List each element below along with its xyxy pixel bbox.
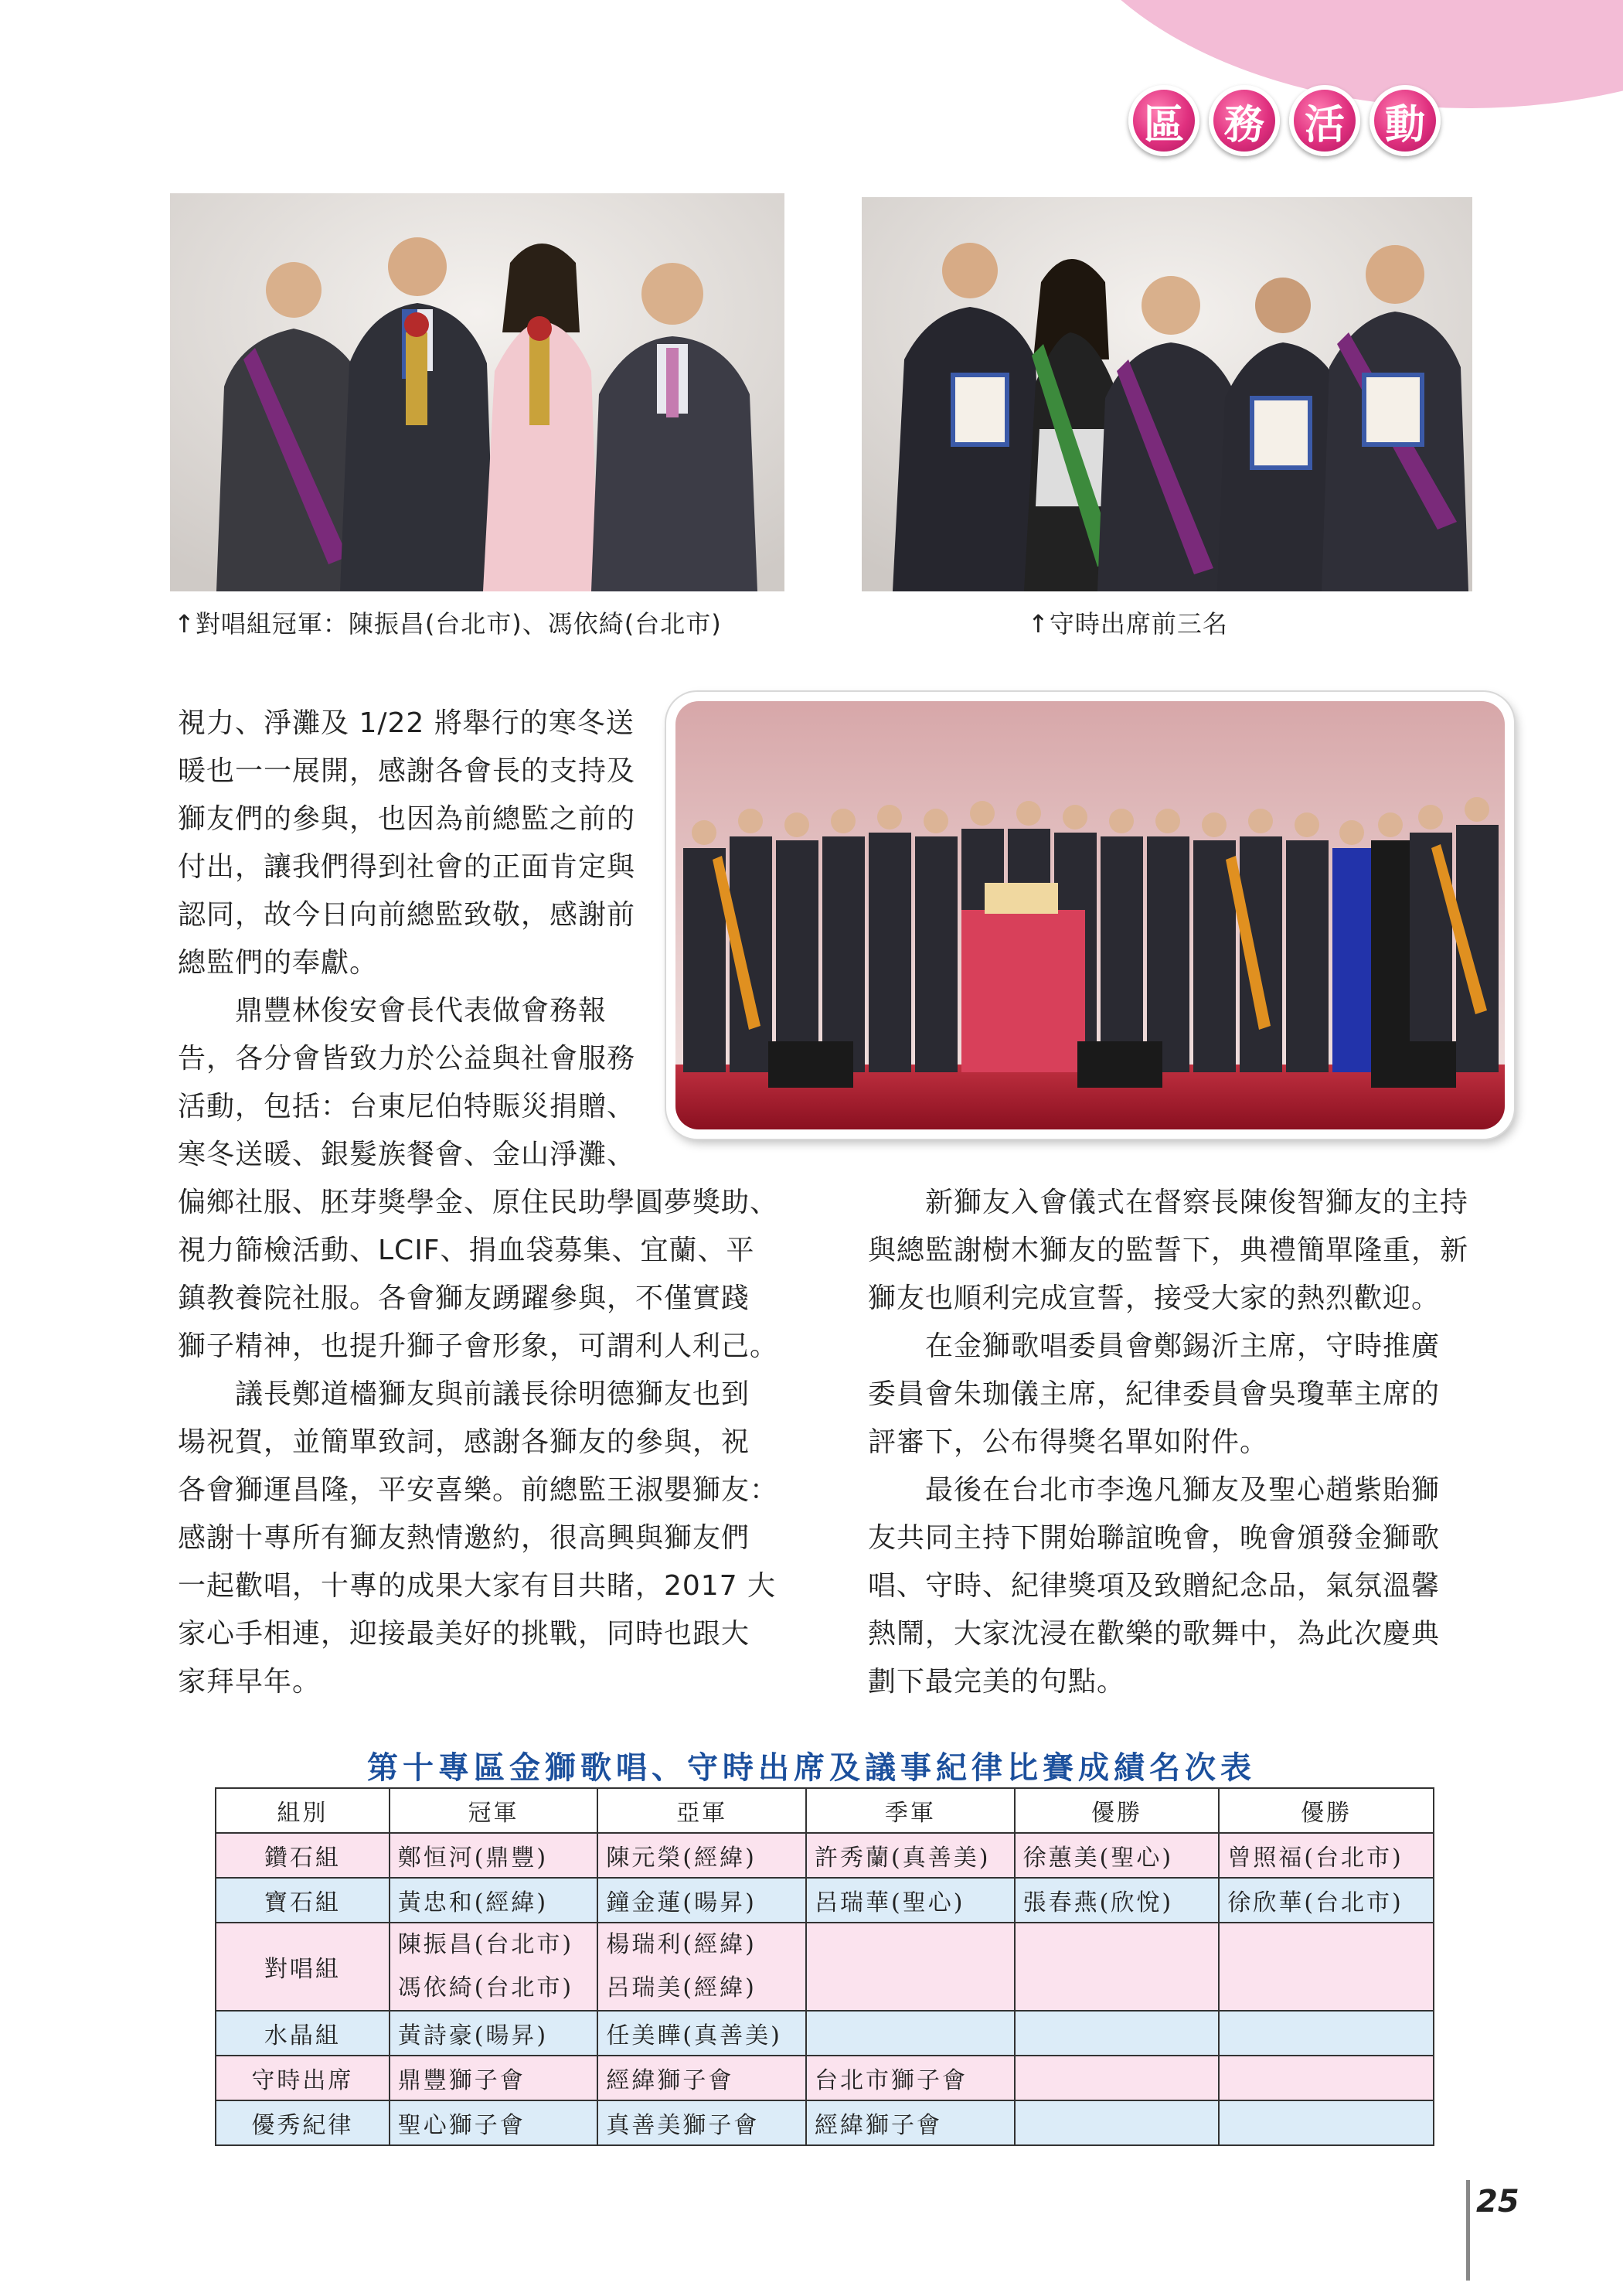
table-row bbox=[216, 1878, 1434, 1923]
results-table bbox=[215, 1787, 1434, 2146]
table-header-cell: 優勝 bbox=[1219, 1788, 1434, 1833]
text-line: 委員會朱珈儀主席，紀律委員會吳瓊華主席的 bbox=[868, 1378, 1441, 1410]
table-cell: 鐘金蓮(暘昇) bbox=[597, 1878, 806, 1923]
text-line: 寒冬送暖、銀髮族餐會、金山淨灘、 bbox=[178, 1139, 636, 1170]
text-line: 在金獅歌唱委員會鄭錫沂主席，守時推廣 bbox=[868, 1330, 1441, 1362]
table-cell: 陳元榮(經緯) bbox=[597, 1833, 806, 1878]
table-cell: 鄭恒河(鼎豐) bbox=[390, 1833, 598, 1878]
table-cell: 曾照福(台北市) bbox=[1219, 1833, 1434, 1878]
text-line: 議長鄭道檣獅友與前議長徐明德獅友也到 bbox=[178, 1378, 750, 1410]
text-line: 視力篩檢活動、LCIF、捐血袋募集、宜蘭、平 bbox=[178, 1235, 755, 1266]
text-line: 新獅友入會儀式在督察長陳俊智獅友的主持 bbox=[868, 1187, 1469, 1218]
section-title-char: 區 bbox=[1128, 85, 1199, 156]
page-number-divider bbox=[1466, 2180, 1470, 2281]
text-line: 友共同主持下開始聯誼晚會，晚會頒發金獅歌 bbox=[868, 1522, 1441, 1554]
text-line: 場祝賀，並簡單致詞，感謝各獅友的參與，祝 bbox=[178, 1426, 750, 1458]
table-cell-line: 呂瑞美(經緯) bbox=[606, 1974, 757, 2001]
text-line: 劃下最完美的句點。 bbox=[868, 1666, 1126, 1698]
table-cell: 聖心獅子會 bbox=[390, 2100, 598, 2145]
photo1-caption: ↑對唱組冠軍：陳振昌(台北市)、馮依綺(台北市) bbox=[174, 609, 722, 639]
text-line: 獅子精神，也提升獅子會形象，可謂利人利己。 bbox=[178, 1330, 779, 1362]
text-line: 熱鬧，大家沈浸在歡樂的歌舞中，為此次慶典 bbox=[868, 1618, 1441, 1650]
table-cell: 張春燕(欣悅) bbox=[1015, 1878, 1220, 1923]
text-line: 鼎豐林俊安會長代表做會務報 bbox=[178, 995, 607, 1027]
table-cell bbox=[1015, 2011, 1220, 2056]
photo-duet-champions bbox=[170, 193, 784, 591]
table-row bbox=[216, 1833, 1434, 1878]
text-line: 付出，讓我們得到社會的正面肯定與 bbox=[178, 851, 636, 883]
table-row bbox=[216, 1923, 1434, 2011]
text-line: 活動，包括：台東尼伯特賑災捐贈、 bbox=[178, 1091, 636, 1122]
table-cell bbox=[1219, 1923, 1434, 2011]
table-cell bbox=[1015, 1923, 1220, 2011]
table-row bbox=[216, 2011, 1434, 2056]
table-cell: 黃忠和(經緯) bbox=[390, 1878, 598, 1923]
text-line: 告，各分會皆致力於公益與社會服務 bbox=[178, 1043, 636, 1075]
table-header-cell: 組別 bbox=[216, 1788, 390, 1833]
text-line: 鎮教養院社服。各會獅友踴躍參與，不僅實踐 bbox=[178, 1283, 750, 1314]
text-line: 各會獅運昌隆，平安喜樂。前總監王淑嬰獅友： bbox=[178, 1474, 779, 1506]
table-row bbox=[216, 2100, 1434, 2145]
table-cell bbox=[1219, 2100, 1434, 2145]
table-group-cell: 守時出席 bbox=[216, 2056, 390, 2100]
table-cell bbox=[1015, 2100, 1220, 2145]
section-title bbox=[1128, 85, 1441, 156]
text-line: 評審下，公布得獎名單如附件。 bbox=[868, 1426, 1269, 1458]
text-line: 認同，故今日向前總監致敬，感謝前 bbox=[178, 899, 636, 931]
page-number: 25 bbox=[1476, 2184, 1519, 2219]
table-group-cell: 對唱組 bbox=[216, 1923, 390, 2011]
table-cell: 台北市獅子會 bbox=[806, 2056, 1015, 2100]
table-row bbox=[216, 2056, 1434, 2100]
table-cell: 徐蕙美(聖心) bbox=[1015, 1833, 1220, 1878]
results-table-title: 第十專區金獅歌唱、守時出席及議事紀律比賽成績名次表 bbox=[367, 1750, 1256, 1786]
table-cell bbox=[1219, 2056, 1434, 2100]
table-header-row bbox=[216, 1788, 1434, 1833]
table-cell: 許秀蘭(真善美) bbox=[806, 1833, 1015, 1878]
table-cell-line: 楊瑞利(經緯) bbox=[606, 1931, 757, 1958]
text-line: 家心手相連，迎接最美好的挑戰，同時也跟大 bbox=[178, 1618, 750, 1650]
table-header-cell: 優勝 bbox=[1015, 1788, 1220, 1833]
text-line: 與總監謝樹木獅友的監誓下，典禮簡單隆重，新 bbox=[868, 1235, 1469, 1266]
text-line: 獅友們的參與，也因為前總監之前的 bbox=[178, 803, 636, 835]
text-line: 偏鄉社服、胚芽獎學金、原住民助學圓夢獎助、 bbox=[178, 1187, 779, 1218]
table-cell-line: 陳振昌(台北市) bbox=[397, 1931, 574, 1958]
table-group-cell: 鑽石組 bbox=[216, 1833, 390, 1878]
article-left-column bbox=[178, 700, 788, 1706]
table-group-cell: 寶石組 bbox=[216, 1878, 390, 1923]
table-group-cell: 優秀紀律 bbox=[216, 2100, 390, 2145]
photo-punctuality-top-three bbox=[862, 197, 1472, 591]
table-header-cell: 亞軍 bbox=[597, 1788, 806, 1833]
section-title-char: 動 bbox=[1370, 85, 1441, 156]
table-cell: 經緯獅子會 bbox=[806, 2100, 1015, 2145]
table-group-cell: 水晶組 bbox=[216, 2011, 390, 2056]
section-title-char: 活 bbox=[1289, 85, 1360, 156]
table-header-cell: 冠軍 bbox=[390, 1788, 598, 1833]
text-line: 視力、淨灘及 1/22 將舉行的寒冬送 bbox=[178, 707, 635, 739]
text-line: 最後在台北市李逸凡獅友及聖心趙紫貽獅 bbox=[868, 1474, 1441, 1506]
table-cell bbox=[806, 2011, 1015, 2056]
table-cell bbox=[806, 1923, 1015, 2011]
table-cell bbox=[390, 1923, 598, 2011]
table-cell: 黃詩豪(暘昇) bbox=[390, 2011, 598, 2056]
table-cell: 任美瞱(真善美) bbox=[597, 2011, 806, 2056]
text-line: 家拜早年。 bbox=[178, 1666, 322, 1698]
text-line: 暖也一一展開，感謝各會長的支持及 bbox=[178, 755, 636, 787]
article-right-column bbox=[868, 1179, 1478, 1706]
photo-group-stage bbox=[666, 692, 1514, 1139]
table-cell bbox=[597, 1923, 806, 2011]
table-cell bbox=[1219, 2011, 1434, 2056]
text-line: 唱、守時、紀律獎項及致贈紀念品，氣氛溫馨 bbox=[868, 1570, 1441, 1602]
text-line: 總監們的奉獻。 bbox=[178, 947, 379, 979]
table-cell: 呂瑞華(聖心) bbox=[806, 1878, 1015, 1923]
table-cell bbox=[1015, 2056, 1220, 2100]
text-line: 一起歡唱，十專的成果大家有目共睹，2017 大 bbox=[178, 1570, 777, 1602]
table-cell: 真善美獅子會 bbox=[597, 2100, 806, 2145]
photo2-caption: ↑守時出席前三名 bbox=[1028, 609, 1228, 639]
table-cell: 徐欣華(台北市) bbox=[1219, 1878, 1434, 1923]
table-header-cell: 季軍 bbox=[806, 1788, 1015, 1833]
section-title-char: 務 bbox=[1209, 85, 1280, 156]
table-cell: 經緯獅子會 bbox=[597, 2056, 806, 2100]
text-line: 獅友也順利完成宣誓，接受大家的熱烈歡迎。 bbox=[868, 1283, 1441, 1314]
table-cell-line: 馮依綺(台北市) bbox=[397, 1974, 574, 2001]
table-cell: 鼎豐獅子會 bbox=[390, 2056, 598, 2100]
text-line: 感謝十專所有獅友熱情邀約，很高興與獅友們 bbox=[178, 1522, 750, 1554]
